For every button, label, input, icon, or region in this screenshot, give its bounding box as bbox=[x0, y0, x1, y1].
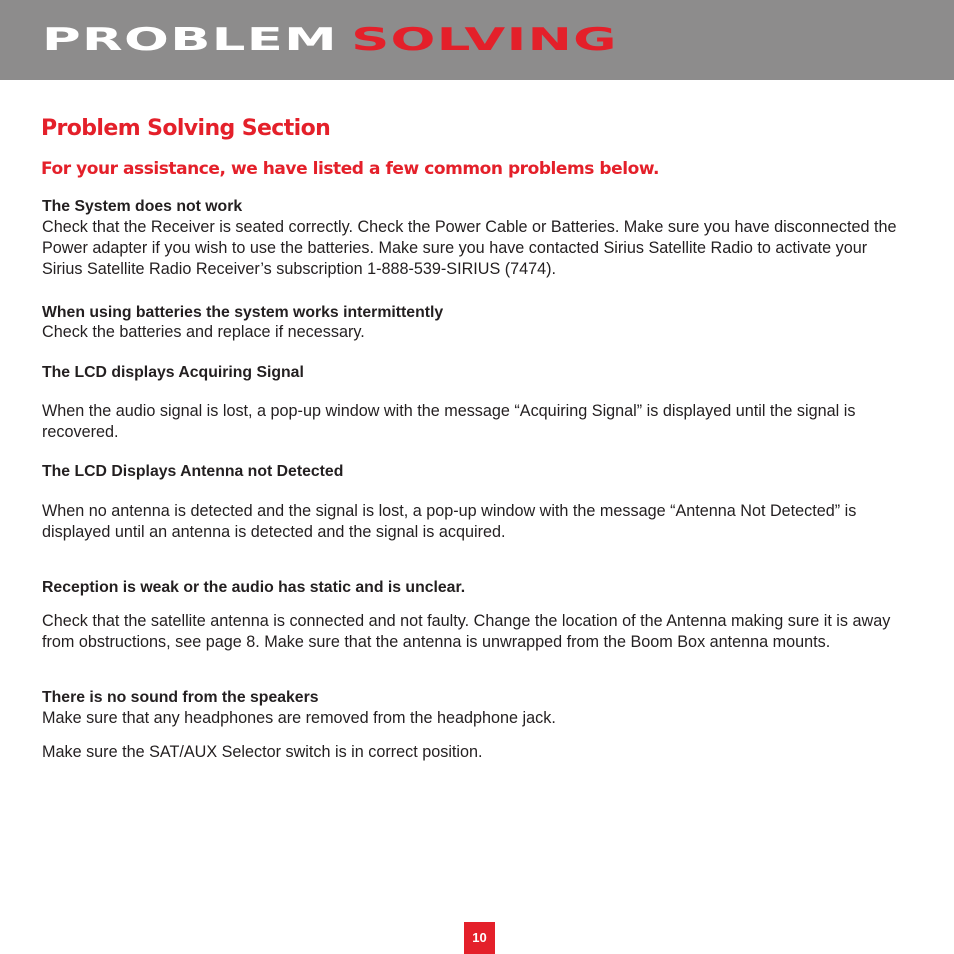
problem-text-antenna-not-detected: When no antenna is detected and the signal is lost, a pop-up window with the message “Antenna Not Detected” is displayed until an antenna is detected and the signal is acquired. bbox=[42, 502, 857, 541]
problem-heading-batteries-intermittent: When using batteries the system works intermittently bbox=[42, 304, 444, 321]
problem-heading-weak-reception: Reception is weak or the audio has static and is unclear. bbox=[42, 579, 466, 596]
section-title: Problem Solving Section bbox=[41, 116, 331, 141]
page-title bbox=[42, 22, 618, 58]
problem-text-system-not-work: Check that the Receiver is seated correctly. Check the Power Cable or Batteries. Make sure you have disconnected the Power adapter if you wish to use the batteries. Make sure you have contacted Sirius Satellite Radio to activate your Sirius Satellite Radio Receiver’s subscription 1-888-539-SIRIUS (7474). bbox=[42, 218, 897, 278]
problem-text-acquiring-signal: When the audio signal is lost, a pop-up window with the message “Acquiring Signal” is displayed until the signal is recovered. bbox=[42, 402, 856, 441]
page-number-badge: 10 bbox=[464, 922, 495, 954]
problem-text-no-sound: Make sure that any headphones are removed from the headphone jack. bbox=[42, 709, 556, 727]
problem-heading-antenna-not-detected: The LCD Displays Antenna not Detected bbox=[42, 463, 344, 480]
page-title-word-2: SOLVING bbox=[351, 22, 618, 58]
problem-text-weak-reception: Check that the satellite antenna is connected and not faulty. Change the location of the Antenna making sure it is away from obstructions, see page 8. Make sure that the antenna is unwrapped from the Boom Box antenna mounts. bbox=[42, 612, 891, 651]
problem-text-no-sound-2: Make sure the SAT/AUX Selector switch is in correct position. bbox=[42, 743, 483, 761]
header-banner bbox=[0, 0, 954, 80]
section-subtitle: For your assistance, we have listed a few common problems below. bbox=[41, 159, 659, 179]
page-title-word-1: PROBLEM bbox=[42, 22, 338, 58]
problem-text-batteries-intermittent: Check the batteries and replace if necessary. bbox=[42, 323, 365, 341]
problem-heading-acquiring-signal: The LCD displays Acquiring Signal bbox=[42, 364, 304, 381]
problem-heading-system-not-work: The System does not work bbox=[42, 198, 243, 215]
problem-heading-no-sound: There is no sound from the speakers bbox=[42, 689, 319, 706]
